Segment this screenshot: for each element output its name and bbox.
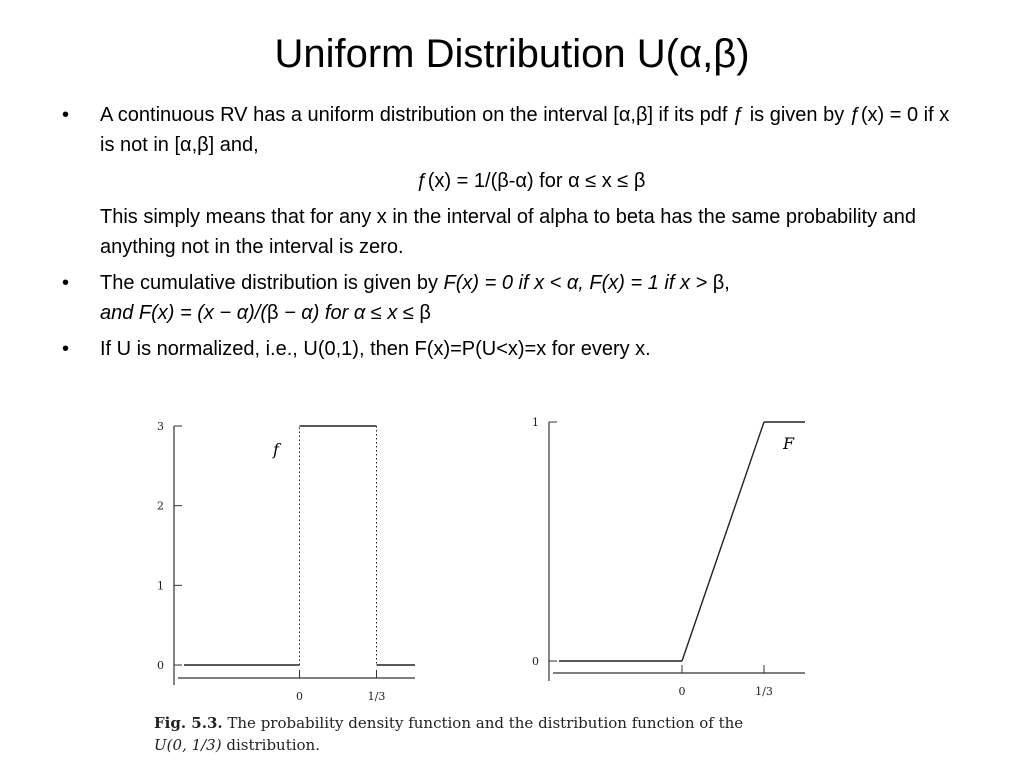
y-tick-label: 1 bbox=[532, 416, 539, 429]
bullet-list bbox=[62, 100, 962, 364]
pdf-series-label: f bbox=[273, 440, 279, 459]
x-tick-label: 1/3 bbox=[755, 685, 773, 698]
caption-text-2: distribution. bbox=[221, 736, 320, 754]
bullet-3-text: If U is normalized, i.e., U(0,1), then F(x)=P(U<x)=x for every x. bbox=[100, 338, 651, 360]
bullet-item-3 bbox=[62, 334, 962, 364]
pdf-chart bbox=[140, 410, 420, 710]
pdf-curve bbox=[184, 426, 415, 665]
bullet-dot: • bbox=[62, 272, 70, 294]
cdf-beta-1: β, bbox=[712, 272, 730, 294]
caption-text-1: The probability density function and the distribution function of the bbox=[222, 714, 744, 732]
cdf-beta-3: β bbox=[419, 302, 431, 324]
cdf-curve bbox=[559, 422, 805, 661]
figure-caption bbox=[154, 712, 814, 756]
bullet-1-explanation: This simply means that for any x in the interval of alpha to beta has the same probability and anything not in the interval is zero. bbox=[100, 206, 916, 258]
bullet-item-2 bbox=[62, 268, 962, 328]
x-tick-label: 0 bbox=[296, 690, 303, 703]
series-segment bbox=[682, 422, 764, 661]
y-tick-label: 1 bbox=[157, 579, 164, 593]
y-tick-label: 0 bbox=[157, 659, 164, 672]
cdf-series-label: F bbox=[783, 434, 795, 453]
y-tick-label: 3 bbox=[157, 420, 164, 433]
caption-distribution: U(0, 1/3) bbox=[154, 736, 222, 754]
y-tick-label: 2 bbox=[157, 499, 164, 513]
y-tick-label: 0 bbox=[532, 655, 539, 668]
cdf-formula-2: and F(x) = (x − α)/( bbox=[100, 302, 267, 324]
page-title: Uniform Distribution U(α,β) bbox=[274, 32, 750, 76]
bullet-1-text: A continuous RV has a uniform distribution on the interval [α,β] if its pdf ƒ is given by ƒ(x) = 0 if x is not in [α,β] and, bbox=[100, 104, 950, 156]
pdf-axes bbox=[174, 426, 415, 685]
x-tick-label: 0 bbox=[678, 685, 686, 698]
bullet-2-prefix: The cumulative distribution is given by bbox=[100, 272, 444, 294]
cdf-ticks bbox=[532, 416, 773, 698]
pdf-formula: ƒ(x) = 1/(β-α) for α ≤ x ≤ β bbox=[416, 170, 646, 192]
bullet-dot: • bbox=[62, 338, 70, 360]
cdf-formula-3: − α) for α ≤ x ≤ bbox=[278, 302, 420, 324]
x-tick-label: 1/3 bbox=[367, 690, 386, 703]
cdf-formula-1: F(x) = 0 if x < α, F(x) = 1 if x > bbox=[443, 272, 713, 294]
caption-fig-label: Fig. 5.3. bbox=[154, 714, 223, 732]
pdf-ticks bbox=[157, 420, 385, 703]
bullet-item-1 bbox=[62, 100, 962, 160]
cdf-chart bbox=[515, 405, 815, 705]
cdf-axes bbox=[549, 422, 805, 681]
bullet-dot: • bbox=[62, 104, 70, 126]
cdf-beta-2: β bbox=[267, 302, 279, 324]
